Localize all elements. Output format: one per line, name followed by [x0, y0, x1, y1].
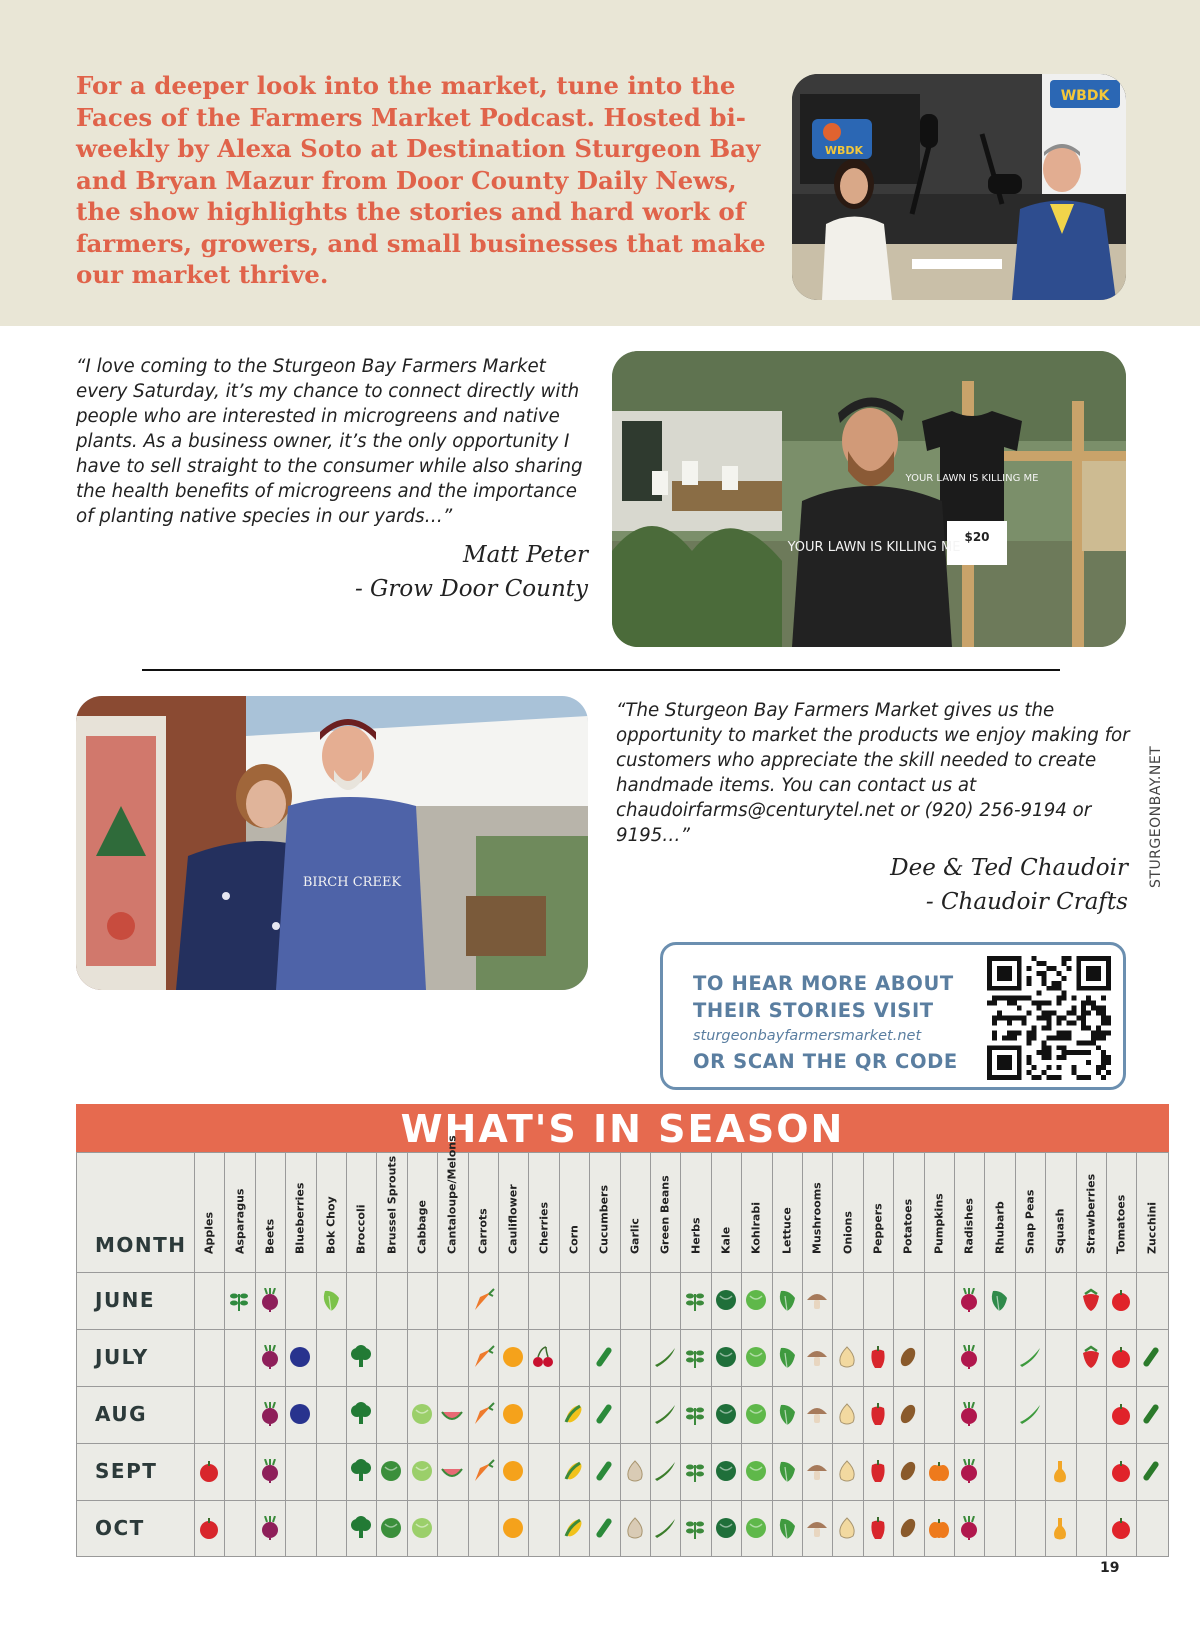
produce-header-label: Onions: [841, 1211, 855, 1254]
onions-icon: [832, 1443, 862, 1500]
herbs-icon: [680, 1272, 710, 1329]
month-label: SEPT: [95, 1459, 158, 1483]
rhubarb-icon: [984, 1272, 1014, 1329]
garlic-icon: [620, 1500, 650, 1557]
green-beans-icon: [650, 1329, 680, 1386]
broccoli-icon: [346, 1500, 376, 1557]
produce-header-label: Carrots: [476, 1208, 490, 1254]
produce-header-label: Bok Choy: [324, 1196, 338, 1254]
produce-header-green-beans: [650, 1157, 680, 1269]
produce-header-mushrooms: [802, 1157, 832, 1269]
tomatoes-icon: [1106, 1500, 1136, 1557]
produce-header-label: Asparagus: [233, 1188, 247, 1254]
produce-header-label: Radishes: [962, 1198, 976, 1254]
green-beans-icon: [650, 1443, 680, 1500]
produce-header-label: Mushrooms: [810, 1182, 824, 1254]
produce-header-apples: [194, 1157, 224, 1269]
produce-header-blueberries: [285, 1157, 315, 1269]
produce-header-kale: [711, 1157, 741, 1269]
cucumbers-icon: [589, 1443, 619, 1500]
produce-header-brussel-sprouts: [376, 1157, 406, 1269]
onions-icon: [832, 1329, 862, 1386]
produce-header-label: Cauliflower: [506, 1184, 520, 1254]
cucumbers-icon: [589, 1500, 619, 1557]
season-header-row: [77, 1135, 1168, 1272]
broccoli-icon: [346, 1329, 376, 1386]
testimonial-signature-2: [780, 851, 1128, 919]
mushrooms-icon: [802, 1443, 832, 1500]
produce-header-cauliflower: [498, 1157, 528, 1269]
season-row-june: [77, 1272, 1168, 1329]
produce-header-label: Broccoli: [354, 1204, 368, 1254]
lettuce-icon: [772, 1329, 802, 1386]
testimonial-signature-1: [250, 538, 588, 606]
tomatoes-icon: [1106, 1386, 1136, 1443]
produce-header-label: Cherries: [537, 1202, 551, 1254]
podcast-studio-photo: [792, 74, 1126, 300]
month-label: JUNE: [95, 1288, 156, 1312]
produce-header-label: Apples: [202, 1211, 216, 1254]
radishes-icon: [954, 1500, 984, 1557]
season-title: WHAT'S IN SEASON: [76, 1104, 1169, 1152]
peppers-icon: [863, 1386, 893, 1443]
radishes-icon: [954, 1329, 984, 1386]
cabbage-icon: [407, 1443, 437, 1500]
peppers-icon: [863, 1500, 893, 1557]
vendor-photo-chaudoir: [76, 696, 588, 990]
kohlrabi-icon: [741, 1386, 771, 1443]
potatoes-icon: [893, 1443, 923, 1500]
cantaloupe-melons-icon: [437, 1386, 467, 1443]
carrots-icon: [468, 1272, 498, 1329]
blueberries-icon: [285, 1386, 315, 1443]
produce-header-label: Cabbage: [415, 1199, 429, 1254]
lettuce-icon: [772, 1386, 802, 1443]
herbs-icon: [680, 1443, 710, 1500]
side-url: STURGEONBAY.NET: [1148, 745, 1164, 888]
produce-header-zucchini: [1136, 1157, 1166, 1269]
pumpkins-icon: [924, 1500, 954, 1557]
carrots-icon: [468, 1329, 498, 1386]
peppers-icon: [863, 1443, 893, 1500]
produce-header-tomatoes: [1106, 1157, 1136, 1269]
potatoes-icon: [893, 1386, 923, 1443]
beets-icon: [255, 1386, 285, 1443]
beets-icon: [255, 1329, 285, 1386]
squash-icon: [1045, 1500, 1075, 1557]
mushrooms-icon: [802, 1329, 832, 1386]
testimonial-business-2: - Chaudoir Crafts: [925, 889, 1128, 915]
onions-icon: [832, 1386, 862, 1443]
herbs-icon: [680, 1386, 710, 1443]
produce-header-pumpkins: [924, 1157, 954, 1269]
produce-header-label: Blueberries: [293, 1182, 307, 1254]
strawberries-icon: [1076, 1329, 1106, 1386]
price-sign: $20: [964, 530, 990, 544]
info-line-2: THEIR STORIES VISIT: [693, 999, 934, 1022]
cabbage-icon: [407, 1500, 437, 1557]
month-label: JULY: [95, 1345, 149, 1369]
season-row-oct: [77, 1500, 1168, 1557]
info-line-1: TO HEAR MORE ABOUT: [693, 972, 954, 995]
tomatoes-icon: [1106, 1329, 1136, 1386]
snap-peas-icon: [1015, 1329, 1045, 1386]
kale-icon: [711, 1329, 741, 1386]
broccoli-icon: [346, 1386, 376, 1443]
produce-header-label: Kohlrabi: [749, 1202, 763, 1254]
cauliflower-icon: [498, 1443, 528, 1500]
onions-icon: [832, 1500, 862, 1557]
produce-header-onions: [832, 1157, 862, 1269]
vendor-photo-matt: [612, 351, 1126, 647]
season-row-sept: [77, 1443, 1168, 1500]
produce-header-label: Snap Peas: [1023, 1189, 1037, 1254]
green-beans-icon: [650, 1500, 680, 1557]
blueberries-icon: [285, 1329, 315, 1386]
produce-header-beets: [255, 1157, 285, 1269]
produce-header-snap-peas: [1015, 1157, 1045, 1269]
cucumbers-icon: [589, 1329, 619, 1386]
testimonial-name-1: Matt Peter: [463, 542, 588, 568]
stories-info-box: [660, 942, 1126, 1090]
produce-header-label: Lettuce: [780, 1207, 794, 1254]
worn-shirt-text: YOUR LAWN IS KILLING ME: [787, 540, 961, 555]
produce-header-asparagus: [224, 1157, 254, 1269]
cauliflower-icon: [498, 1386, 528, 1443]
produce-header-label: Herbs: [689, 1217, 703, 1254]
potatoes-icon: [893, 1500, 923, 1557]
page-number: 19: [1100, 1560, 1120, 1576]
beets-icon: [255, 1272, 285, 1329]
produce-header-label: Corn: [567, 1225, 581, 1254]
mushrooms-icon: [802, 1272, 832, 1329]
produce-header-label: Green Beans: [658, 1175, 672, 1254]
produce-header-radishes: [954, 1157, 984, 1269]
corn-icon: [559, 1443, 589, 1500]
mushrooms-icon: [802, 1386, 832, 1443]
snap-peas-icon: [1015, 1386, 1045, 1443]
month-label: AUG: [95, 1402, 148, 1426]
kale-icon: [711, 1272, 741, 1329]
produce-header-label: Tomatoes: [1114, 1194, 1128, 1254]
produce-header-strawberries: [1076, 1157, 1106, 1269]
kohlrabi-icon: [741, 1443, 771, 1500]
produce-header-label: Garlic: [628, 1218, 642, 1254]
produce-header-broccoli: [346, 1157, 376, 1269]
broccoli-icon: [346, 1443, 376, 1500]
hanging-shirt-text: YOUR LAWN IS KILLING ME: [905, 473, 1039, 484]
produce-header-corn: [559, 1157, 589, 1269]
produce-header-label: Cantaloupe/Melons: [445, 1135, 459, 1254]
cauliflower-icon: [498, 1329, 528, 1386]
produce-header-label: Strawberries: [1084, 1173, 1098, 1254]
produce-header-label: Cucumbers: [597, 1184, 611, 1254]
produce-header-label: Kale: [719, 1226, 733, 1254]
season-table: [76, 1135, 1169, 1557]
carrots-icon: [468, 1386, 498, 1443]
produce-header-cabbage: [407, 1157, 437, 1269]
cherries-icon: [528, 1329, 558, 1386]
zucchini-icon: [1136, 1386, 1166, 1443]
month-label: OCT: [95, 1516, 145, 1540]
testimonial-quote-2: “The Sturgeon Bay Farmers Market gives us the opportunity to market the products we enjoy making for customers who appreciate the skill needed to create handmade items. You can contact us at chaudoirfarms@centurytel.net or (920) 256-9194 or 9195…”: [616, 700, 1130, 846]
podcast-description: For a deeper look into the market, tune into the Faces of the Farmers Market Podcast. Hosted bi-weekly by Alexa Soto at Destination Sturgeon Bay and Bryan Mazur from Door County Daily News, the show highlights the stories and hard work of farmers, growers, and small businesses that make our market thrive.: [76, 71, 766, 289]
apples-icon: [194, 1500, 224, 1557]
cantaloupe-melons-icon: [437, 1443, 467, 1500]
kohlrabi-icon: [741, 1500, 771, 1557]
produce-header-potatoes: [893, 1157, 923, 1269]
studio-sign-left: WBDK: [824, 144, 864, 157]
produce-header-label: Peppers: [871, 1203, 885, 1254]
season-row-july: [77, 1329, 1168, 1386]
produce-header-label: Rhubarb: [993, 1201, 1007, 1254]
produce-header-cherries: [528, 1157, 558, 1269]
market-url-link[interactable]: sturgeonbayfarmersmarket.net: [693, 1028, 922, 1044]
garlic-icon: [620, 1443, 650, 1500]
produce-header-cantaloupe-melons: [437, 1135, 467, 1269]
produce-header-label: Potatoes: [901, 1198, 915, 1254]
season-row-aug: [77, 1386, 1168, 1443]
studio-sign-right: WBDK: [1060, 88, 1110, 104]
radishes-icon: [954, 1443, 984, 1500]
couple-shirt-text: BIRCH CREEK: [302, 875, 402, 890]
info-line-3: OR SCAN THE QR CODE: [693, 1050, 958, 1073]
cauliflower-icon: [498, 1500, 528, 1557]
lettuce-icon: [772, 1272, 802, 1329]
radishes-icon: [954, 1272, 984, 1329]
testimonial-business-1: - Grow Door County: [354, 576, 588, 602]
pumpkins-icon: [924, 1443, 954, 1500]
lettuce-icon: [772, 1500, 802, 1557]
kale-icon: [711, 1386, 741, 1443]
zucchini-icon: [1136, 1443, 1166, 1500]
testimonial-name-2: Dee & Ted Chaudoir: [890, 855, 1128, 881]
tomatoes-icon: [1106, 1272, 1136, 1329]
testimonial-quote-1: “I love coming to the Sturgeon Bay Farmers Market every Saturday, it’s my chance to connect directly with people who are interested in microgreens and native plants. As a business owner, it’s the only opportunity I have to sell straight to the consumer while also sharing the health benefits of microgreens and the importance of planting native species in our yards…”: [76, 356, 583, 527]
produce-header-lettuce: [772, 1157, 802, 1269]
tomatoes-icon: [1106, 1443, 1136, 1500]
peppers-icon: [863, 1329, 893, 1386]
produce-header-bok-choy: [316, 1157, 346, 1269]
produce-header-cucumbers: [589, 1157, 619, 1269]
produce-header-rhubarb: [984, 1157, 1014, 1269]
zucchini-icon: [1136, 1329, 1166, 1386]
produce-header-kohlrabi: [741, 1157, 771, 1269]
kale-icon: [711, 1500, 741, 1557]
produce-header-label: Zucchini: [1145, 1201, 1159, 1254]
kale-icon: [711, 1443, 741, 1500]
green-beans-icon: [650, 1386, 680, 1443]
produce-header-herbs: [680, 1157, 710, 1269]
strawberries-icon: [1076, 1272, 1106, 1329]
month-column-header: MONTH: [95, 1233, 187, 1257]
potatoes-icon: [893, 1329, 923, 1386]
beets-icon: [255, 1500, 285, 1557]
podcast-band: [0, 0, 1200, 326]
produce-header-label: Pumpkins: [932, 1193, 946, 1254]
kohlrabi-icon: [741, 1272, 771, 1329]
brussel-sprouts-icon: [376, 1500, 406, 1557]
produce-header-peppers: [863, 1157, 893, 1269]
radishes-icon: [954, 1386, 984, 1443]
asparagus-icon: [224, 1272, 254, 1329]
corn-icon: [559, 1500, 589, 1557]
apples-icon: [194, 1443, 224, 1500]
qr-code[interactable]: [987, 956, 1111, 1080]
section-divider: [142, 669, 1060, 671]
brussel-sprouts-icon: [376, 1443, 406, 1500]
produce-header-label: Beets: [263, 1218, 277, 1254]
squash-icon: [1045, 1443, 1075, 1500]
herbs-icon: [680, 1329, 710, 1386]
kohlrabi-icon: [741, 1329, 771, 1386]
produce-header-label: Brussel Sprouts: [385, 1155, 399, 1254]
produce-header-carrots: [468, 1157, 498, 1269]
beets-icon: [255, 1443, 285, 1500]
carrots-icon: [468, 1443, 498, 1500]
produce-header-label: Squash: [1053, 1208, 1067, 1254]
cabbage-icon: [407, 1386, 437, 1443]
herbs-icon: [680, 1500, 710, 1557]
cucumbers-icon: [589, 1386, 619, 1443]
produce-header-garlic: [620, 1157, 650, 1269]
mushrooms-icon: [802, 1500, 832, 1557]
produce-header-squash: [1045, 1157, 1075, 1269]
bok-choy-icon: [316, 1272, 346, 1329]
corn-icon: [559, 1386, 589, 1443]
lettuce-icon: [772, 1443, 802, 1500]
